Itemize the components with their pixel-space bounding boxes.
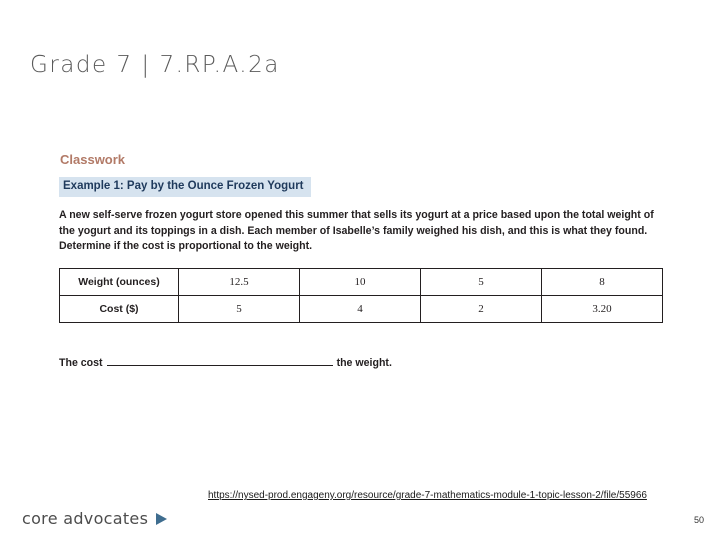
section-label: Classwork	[60, 152, 126, 167]
table-cell: 3.20	[542, 296, 663, 323]
play-arrow-icon	[156, 513, 167, 525]
table-cell: 5	[179, 296, 300, 323]
table-cell: 2	[421, 296, 542, 323]
row-header-cost: Cost ($)	[60, 296, 179, 323]
page-number: 50	[693, 515, 704, 525]
brand-name: core advocates	[22, 509, 149, 528]
source-link[interactable]: https://nysed-prod.engageny.org/resource/grade-7-mathematics-module-1-topic-lesson-2/file/55966	[208, 490, 647, 501]
table-cell: 4	[300, 296, 421, 323]
example-banner	[59, 177, 311, 197]
table-row	[60, 269, 663, 296]
table-row	[60, 296, 663, 323]
paragraph-line: the yogurt and its toppings in a dish. Each member of Isabelle’s family weighed his dish, and this is what they found.	[59, 224, 648, 237]
table-cell: 5	[421, 269, 542, 296]
table-cell: 10	[300, 269, 421, 296]
answer-blank[interactable]	[107, 355, 333, 366]
paragraph-line: A new self-serve frozen yogurt store opened this summer that sells its yogurt at a price based upon the total weight of	[59, 209, 654, 221]
problem-paragraph	[59, 208, 659, 255]
table-cell: 12.5	[179, 269, 300, 296]
fill-in-after: the weight.	[336, 357, 392, 369]
weight-cost-table	[59, 268, 663, 323]
brand-logo	[22, 509, 167, 528]
fill-in-before: The cost	[59, 357, 103, 369]
slide-title: Grade 7 | 7.RP.A.2a	[30, 52, 280, 78]
example-title: Example 1: Pay by the Ounce Frozen Yogurt	[63, 180, 304, 192]
paragraph-line: Determine if the cost is proportional to the weight.	[59, 240, 313, 252]
table-cell: 8	[542, 269, 663, 296]
row-header-weight: Weight (ounces)	[60, 269, 179, 296]
fill-in-sentence	[59, 355, 392, 369]
